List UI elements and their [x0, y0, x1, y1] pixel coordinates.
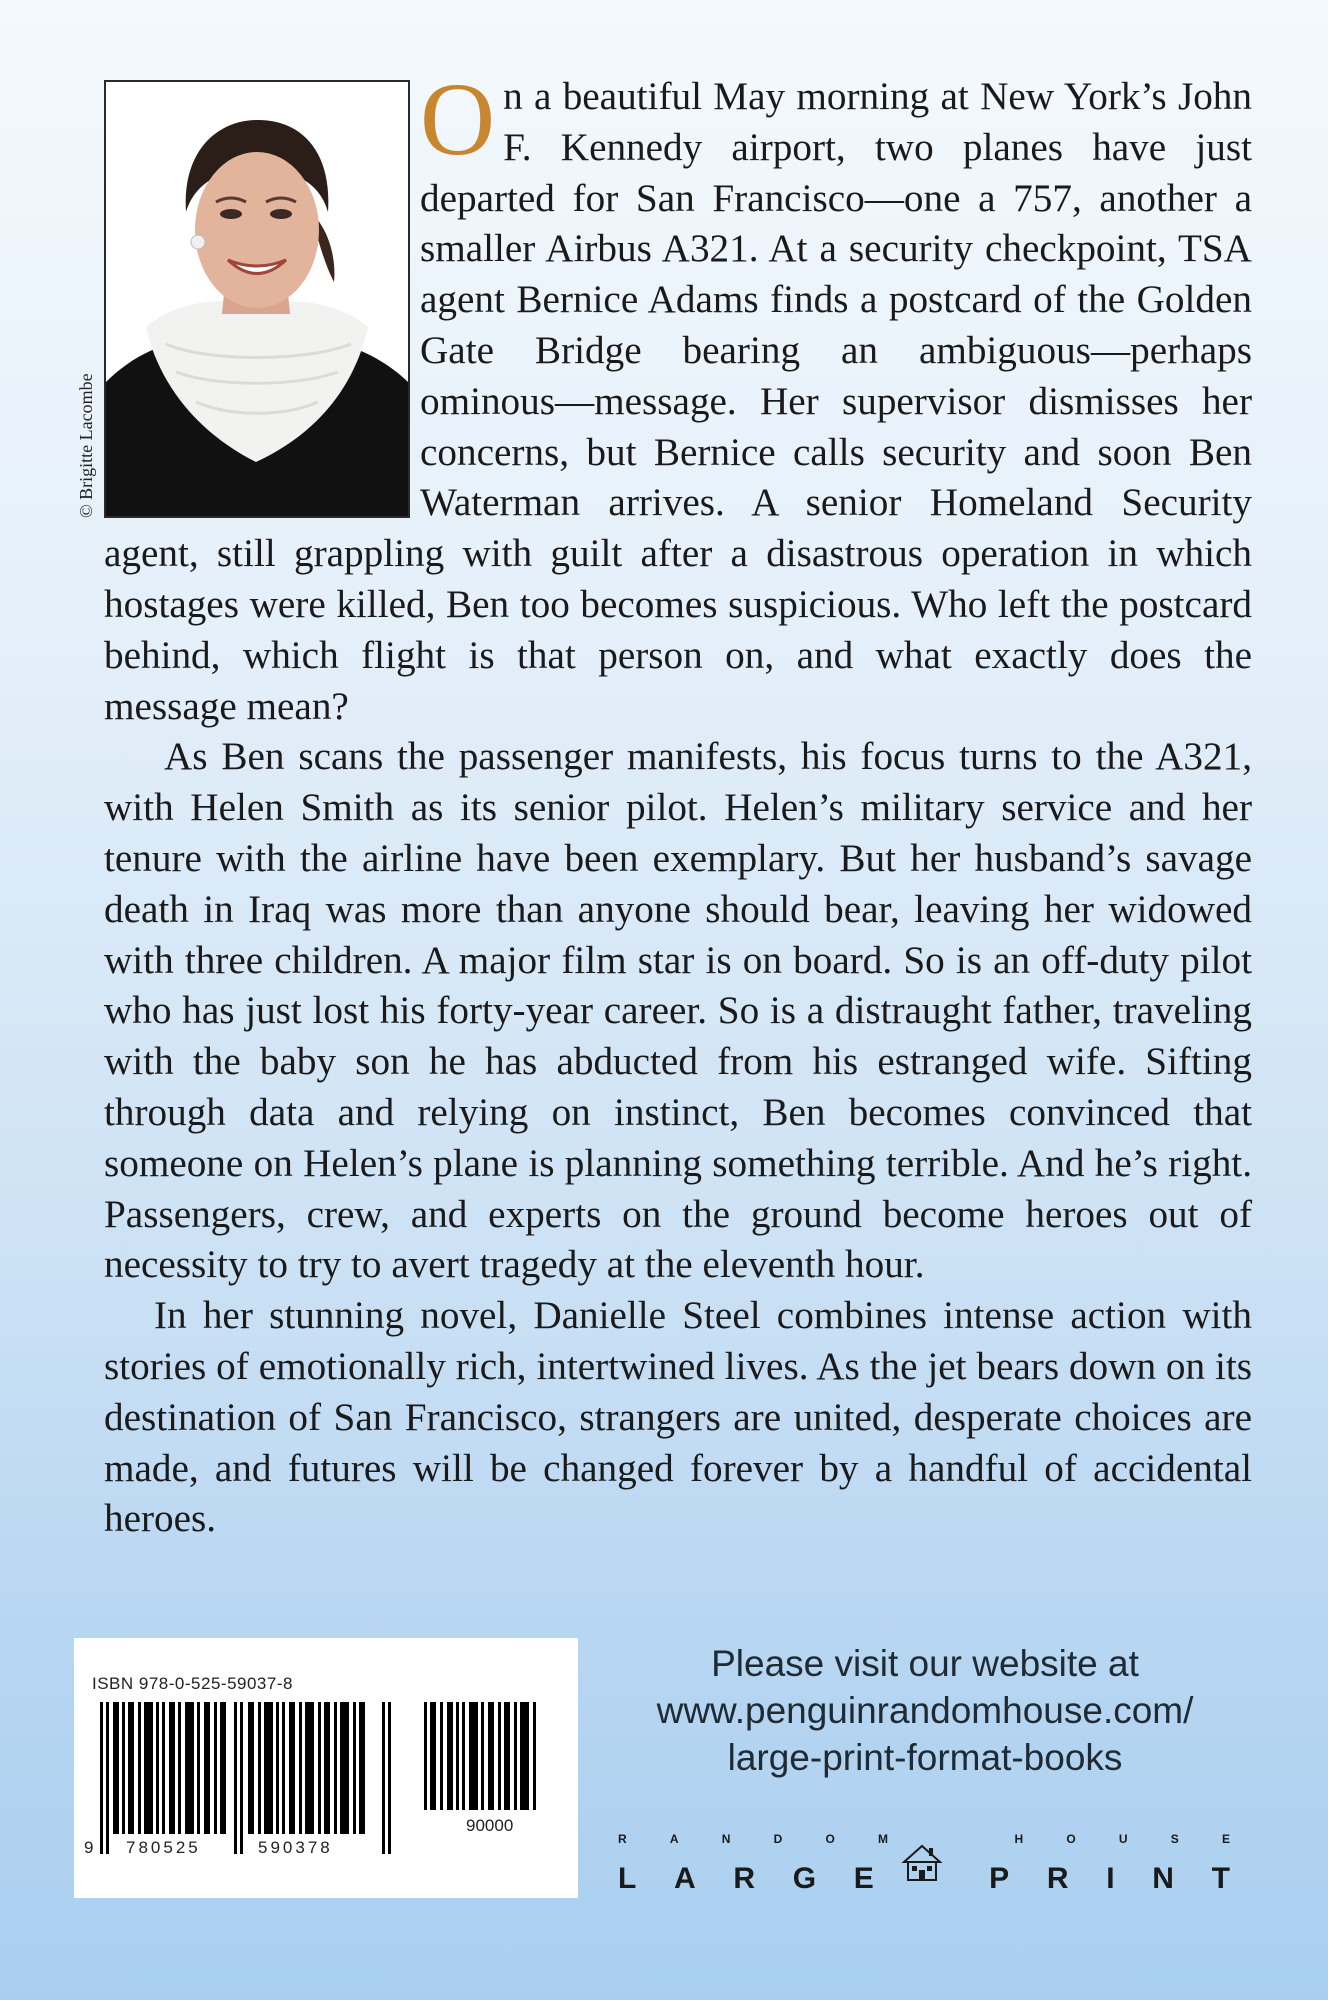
logo-letter: H: [1014, 1832, 1024, 1846]
photo-credit: © Brigitte Lacombe: [76, 373, 96, 518]
logo-letter: E: [1221, 1832, 1230, 1846]
logo-letter: D: [773, 1832, 783, 1846]
logo-letter: T: [1211, 1862, 1230, 1895]
logo-letter: S: [1170, 1832, 1179, 1846]
blurb: [104, 62, 1252, 1545]
logo-letter: R: [1046, 1862, 1069, 1895]
barcode-addon-digits: 90000: [466, 1816, 514, 1835]
blurb-paragraph-3: In her stunning novel, Danielle Steel combines intense action with stories of emotionally rich, intertwined lives. As the jet bears down on its destination of San Francisco, strangers are united, desperate choices are made, and futures will be changed forever by a handful of accidental heroes.: [104, 1294, 1252, 1541]
logo-letter: O: [825, 1832, 835, 1846]
website-notice: [600, 1640, 1250, 1781]
logo-letter: L: [618, 1862, 637, 1895]
logo-letter: O: [1066, 1832, 1076, 1846]
logo-letter: E: [853, 1862, 874, 1895]
website-line-1: Please visit our website at: [711, 1643, 1139, 1684]
logo-letter: G: [792, 1862, 817, 1895]
barcode-addon: [424, 1702, 540, 1810]
website-url-path[interactable]: large-print-format-books: [727, 1737, 1123, 1778]
logo-letter: A: [674, 1862, 696, 1895]
logo-letter: U: [1118, 1832, 1128, 1846]
blurb-paragraph-1-text: n a beautiful May morning at New York’s John F. Kennedy airport, two planes have just departed for San Francisco—one a 757, another a smaller Airbus A321. At a security checkpoint, TSA agent Bernice Adams finds a postcard of the Golden Gate Bridge bearing an ambiguous—perhaps ominous—message. Her supervisor dismisses her concerns, but Bernice calls security and soon Ben Waterman arrives. A senior Homeland Security agent, still grappling with guilt after a disastrous operation in which hostages were killed, Ben too becomes suspicious. Who left the postcard behind, which flight is that person on, and what exactly does the message mean?: [104, 75, 1252, 728]
photo-spacer: [104, 72, 420, 480]
logo-letter: M: [878, 1832, 889, 1846]
drop-cap: O: [420, 62, 496, 177]
barcode-digits-left: 780525: [126, 1838, 201, 1857]
logo-letter: R: [618, 1832, 627, 1846]
barcode-box: [74, 1638, 578, 1898]
logo-letter: N: [1152, 1862, 1174, 1895]
logo-letter: N: [721, 1832, 731, 1846]
logo-letter: I: [1106, 1862, 1115, 1895]
logo-letter: R: [733, 1862, 756, 1895]
publisher-logo-bottom: [618, 1862, 1230, 1896]
barcode-digits-right: 590378: [258, 1838, 333, 1857]
logo-letter: A: [669, 1832, 679, 1846]
website-url[interactable]: www.penguinrandomhouse.com/: [656, 1690, 1194, 1731]
barcode-main: [100, 1702, 396, 1854]
isbn-label: ISBN 978-0-525-59037-8: [92, 1674, 293, 1693]
blurb-paragraph-2: As Ben scans the passenger manifests, his focus turns to the A321, with Helen Smith as its senior pilot. Helen’s military service and her tenure with the airline have been exemplary. But her husband’s savage death in Iraq was more than anyone should bear, leaving her widowed with three children. A major film star is on board. So is an off-duty pilot who has just lost his forty-year career. So is a distraught father, traveling with the baby son he has abducted from his estranged wife. Sifting through data and relying on instinct, Ben becomes convinced that someone on Helen’s plane is planning something terrible. And he’s right. Passengers, crew, and experts on the ground become heroes out of necessity to try to avert tragedy at the eleventh hour.: [104, 735, 1252, 1287]
barcode-digit-lead: 9: [84, 1838, 94, 1857]
logo-letter: P: [989, 1862, 1010, 1895]
